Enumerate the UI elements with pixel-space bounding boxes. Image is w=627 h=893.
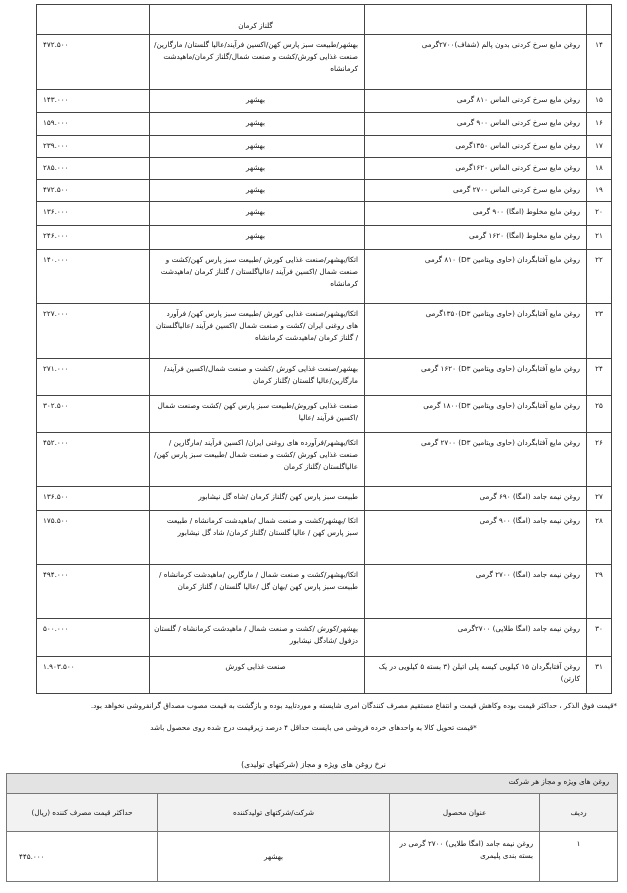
row-number-cell: ۲۰: [587, 202, 612, 226]
companies-cell: اتکا/بهشهر/صنعت غذایی کورش /طبیعت سبز پارس کهن/کشت و صنعت شمال /اکسین فرآیند /عالیاگلستان / گلناز کرمان /ماهیدشت کرمانشاه: [150, 250, 365, 304]
product-cell: [365, 5, 587, 35]
companies-cell: بهشهر: [150, 180, 365, 202]
table-row: [37, 35, 612, 90]
price-cell: ۴۹۴.۰۰۰: [37, 565, 150, 619]
price-cell: ۵۰۰.۰۰۰: [37, 619, 150, 657]
companies-cell: اتکا /بهشهر/کشت و صنعت شمال /ماهیدشت کرمانشاه / طبیعت سبز پارس کهن / عالیا گلستان /گلناز کرمان/ شاد گل نیشابور: [150, 511, 365, 565]
row-number-cell: ۱۶: [587, 113, 612, 136]
product-cell: روغن مایع آفتابگردان (حاوی ویتامین D۳)۱۳۵۰گرمی: [365, 304, 587, 359]
group-header-row: [7, 774, 618, 794]
table-row: [37, 487, 612, 511]
companies-cell: [150, 5, 365, 35]
price-cell: ۱۳۶.۰۰۰: [37, 202, 150, 226]
product-cell: روغن مایع سرخ کردنی الماس ۸۱۰ گرمی: [365, 90, 587, 113]
table-row: [37, 511, 612, 565]
product-cell: روغن نیمه جامد (امگا طلایی) ۲۷۰۰ گرمی در بسته بندی پلیمری: [390, 832, 540, 882]
product-cell: روغن مایع آفتابگردان (حاوی ویتامین D۳) ۲۷۰۰ گرمی: [365, 433, 587, 487]
price-cell: ۲۳۹.۰۰۰: [37, 136, 150, 158]
row-number-cell: ۲۹: [587, 565, 612, 619]
table-row: [37, 565, 612, 619]
row-number-cell: ۱۹: [587, 180, 612, 202]
row-number-cell: ۱۵: [587, 90, 612, 113]
product-cell: روغن نیمه جامد (امگا) ۶۹۰ گرمی: [365, 487, 587, 511]
price-cell: ۲۷۱.۰۰۰: [37, 359, 150, 396]
price-cell: ۱۴۳.۰۰۰: [37, 90, 150, 113]
row-number-cell: ۲۳: [587, 304, 612, 359]
price-cell: ۲۲۷.۰۰۰: [37, 304, 150, 359]
price-note: *قیمت فوق الذکر ، حداکثر قیمت بوده وکاهش قیمت و انتفاع مستقیم مصرف کنندگان امری شایسته و موردتایید بوده و بازگشت به قیمت مصوب مصداق گرانفروشی نخواهد بود.: [90, 701, 617, 710]
companies-cell: طبیعت سبز پارس کهن /گلناز کرمان /شاه گل نیشابور: [150, 487, 365, 511]
row-number-cell: ۲۱: [587, 226, 612, 250]
row-number-cell: ۱: [540, 832, 618, 882]
companies-cell: صنعت غذایی کوروش/طبیعت سبز پارس کهن /کشت وصنعت شمال /اکسین فرآیند /عالیا: [150, 396, 365, 433]
delivery-note: *قیمت تحویل کالا به واحدهای خرده فروشی می بایست حداقل ۴ درصد زیرقیمت درج شده روی محصول باشد: [150, 723, 477, 732]
column-header-row: [7, 794, 618, 832]
price-cell: ۳۰۲.۵۰۰: [37, 396, 150, 433]
price-cell: ۴۵۲.۰۰۰: [37, 433, 150, 487]
price-cell: ۴۴۵.۰۰۰: [7, 832, 158, 882]
companies-cell: بهشهر/طبیعت سبز پارس کهن/اکسین فرآیند/عالیا گلستان/ مارگارین/صنعت غذایی کورش/کشت و صنعت شمال/گلناز کرمان/ماهیدشت کرمانشاه: [150, 35, 365, 90]
row-number-cell: ۲۷: [587, 487, 612, 511]
table-row: [37, 180, 612, 202]
header-price: حداکثر قیمت مصرف کننده (ریال): [7, 794, 158, 832]
companies-cell: بهشهر/کورش /کشت و صنعت شمال / ماهیدشت کرمانشاه / گلستان دزفول /شادگل نیشابور: [150, 619, 365, 657]
product-cell: روغن مایع آفتابگردان (حاوی ویتامین D۳) ۱۶۲۰ گرمی: [365, 359, 587, 396]
price-cell: ۴۷۲.۵۰۰: [37, 35, 150, 90]
product-cell: روغن آفتابگردان ۱۵ کیلویی کیسه پلی اتیلن (۳ بسته ۵ کیلویی در یک کارتن): [365, 657, 587, 694]
special-oils-table: [6, 773, 618, 882]
product-cell: روغن نیمه جامد (امگا) ۹۰۰ گرمی: [365, 511, 587, 565]
row-number-cell: ۲۲: [587, 250, 612, 304]
price-cell: ۴۷۲.۵۰۰: [37, 180, 150, 202]
companies-cell: بهشهر/صنعت غذایی کورش /کشت و صنعت شمال/اکسین فرآیند/مارگارین/عالیا گلستان /گلناز کرمان: [150, 359, 365, 396]
product-cell: روغن مایع سرخ کردنی بدون پالم (شفاف)۲۷۰۰گرمی: [365, 35, 587, 90]
table-row: [37, 250, 612, 304]
header-product: عنوان محصول: [390, 794, 540, 832]
companies-cell: اتکا/بهشهر/کشت و صنعت شمال / مارگارین /ماهیدشت کرمانشاه / طبیعت سبز پارس کهن /بهان گل /عالیا گلستان / گلناز کرمان: [150, 565, 365, 619]
table-row: [37, 359, 612, 396]
table-row: [37, 202, 612, 226]
price-cell: ۱۵۹.۰۰۰: [37, 113, 150, 136]
row-number-cell: ۱۸: [587, 158, 612, 180]
table-row: [37, 113, 612, 136]
companies-cell: بهشهر: [150, 113, 365, 136]
row-number-cell: [587, 5, 612, 35]
companies-cell: بهشهر: [150, 226, 365, 250]
header-company: شرکت/شرکتهای تولیدکننده: [158, 794, 390, 832]
header-row-no: ردیف: [540, 794, 618, 832]
product-cell: روغن مایع آفتابگردان (حاوی ویتامین D۳)۱۸۰۰ گرمی: [365, 396, 587, 433]
price-cell: ۲۴۶.۰۰۰: [37, 226, 150, 250]
companies-cell: بهشهر: [150, 158, 365, 180]
table-row: [37, 657, 612, 694]
company-cell: بهشهر: [158, 832, 390, 882]
row-number-cell: ۳۰: [587, 619, 612, 657]
product-cell: روغن مایع سرخ کردنی الماس ۲۷۰۰ گرمی: [365, 180, 587, 202]
table-row: [37, 433, 612, 487]
product-cell: روغن مایع آفتابگردان (حاوی ویتامین D۳) ۸۱۰ گرمی: [365, 250, 587, 304]
table-row: [37, 136, 612, 158]
price-table: [36, 4, 612, 694]
companies-cell: بهشهر: [150, 202, 365, 226]
price-cell: ۱۳۶.۵۰۰: [37, 487, 150, 511]
price-cell: ۱۴۰.۰۰۰: [37, 250, 150, 304]
table-row: [37, 90, 612, 113]
companies-cell: صنعت غذایی کورش: [150, 657, 365, 694]
row-number-cell: ۲۵: [587, 396, 612, 433]
row-number-cell: ۱۴: [587, 35, 612, 90]
section-heading: نرخ روغن های ویژه و مجاز (شرکتهای تولیدی): [241, 760, 386, 769]
group-title: روغن های ویژه و مجاز هر شرکت: [7, 774, 618, 794]
product-cell: روغن نیمه جامد (امگا) ۲۷۰۰ گرمی: [365, 565, 587, 619]
table-row: [37, 226, 612, 250]
companies-cell: اتکا/بهشهر/صنعت غذایی کورش /طبیعت سبز پارس کهن/ فرآورد های روغنی ایران /کشت و صنعت شمال /اکسین فرآیند /عالیاگلستان / گلناز کرمان /ماهیدشت کرمانشاه: [150, 304, 365, 359]
product-cell: روغن مایع سرخ کردنی الماس ۱۳۵۰گرمی: [365, 136, 587, 158]
product-cell: روغن نیمه جامد (امگا طلایی) ۲۷۰۰گرمی: [365, 619, 587, 657]
row-number-cell: ۱۷: [587, 136, 612, 158]
product-cell: روغن مایع مخلوط (امگا) ۱۶۲۰ گرمی: [365, 226, 587, 250]
price-cell: ۱.۹۰۳.۵۰۰: [37, 657, 150, 694]
product-cell: روغن مایع سرخ کردنی الماس ۱۶۲۰گرمی: [365, 158, 587, 180]
companies-cell: بهشهر: [150, 90, 365, 113]
row-number-cell: ۲۴: [587, 359, 612, 396]
price-cell: ۱۷۵.۵۰۰: [37, 511, 150, 565]
companies-cell: اتکا/بهشهر/فرآورده های روغنی ایران/ اکسین فرآیند /مارگارین /صنعت غذایی کورش /کشت و صنعت شمال /طبیعت سبز پارس کهن/ عالیاگلستان /گلناز کرمان: [150, 433, 365, 487]
row-number-cell: ۳۱: [587, 657, 612, 694]
product-cell: روغن مایع مخلوط (امگا) ۹۰۰ گرمی: [365, 202, 587, 226]
price-cell: ۲۸۵.۰۰۰: [37, 158, 150, 180]
row-number-cell: ۲۶: [587, 433, 612, 487]
table-row: [37, 5, 612, 35]
product-cell: روغن مایع سرخ کردنی الماس ۹۰۰ گرمی: [365, 113, 587, 136]
table-row: [7, 832, 618, 882]
table-row: [37, 158, 612, 180]
table-row: [37, 396, 612, 433]
companies-text: گلناز کرمان: [238, 21, 273, 30]
price-cell: [37, 5, 150, 35]
row-number-cell: ۲۸: [587, 511, 612, 565]
companies-cell: بهشهر: [150, 136, 365, 158]
table-row: [37, 619, 612, 657]
table-row: [37, 304, 612, 359]
